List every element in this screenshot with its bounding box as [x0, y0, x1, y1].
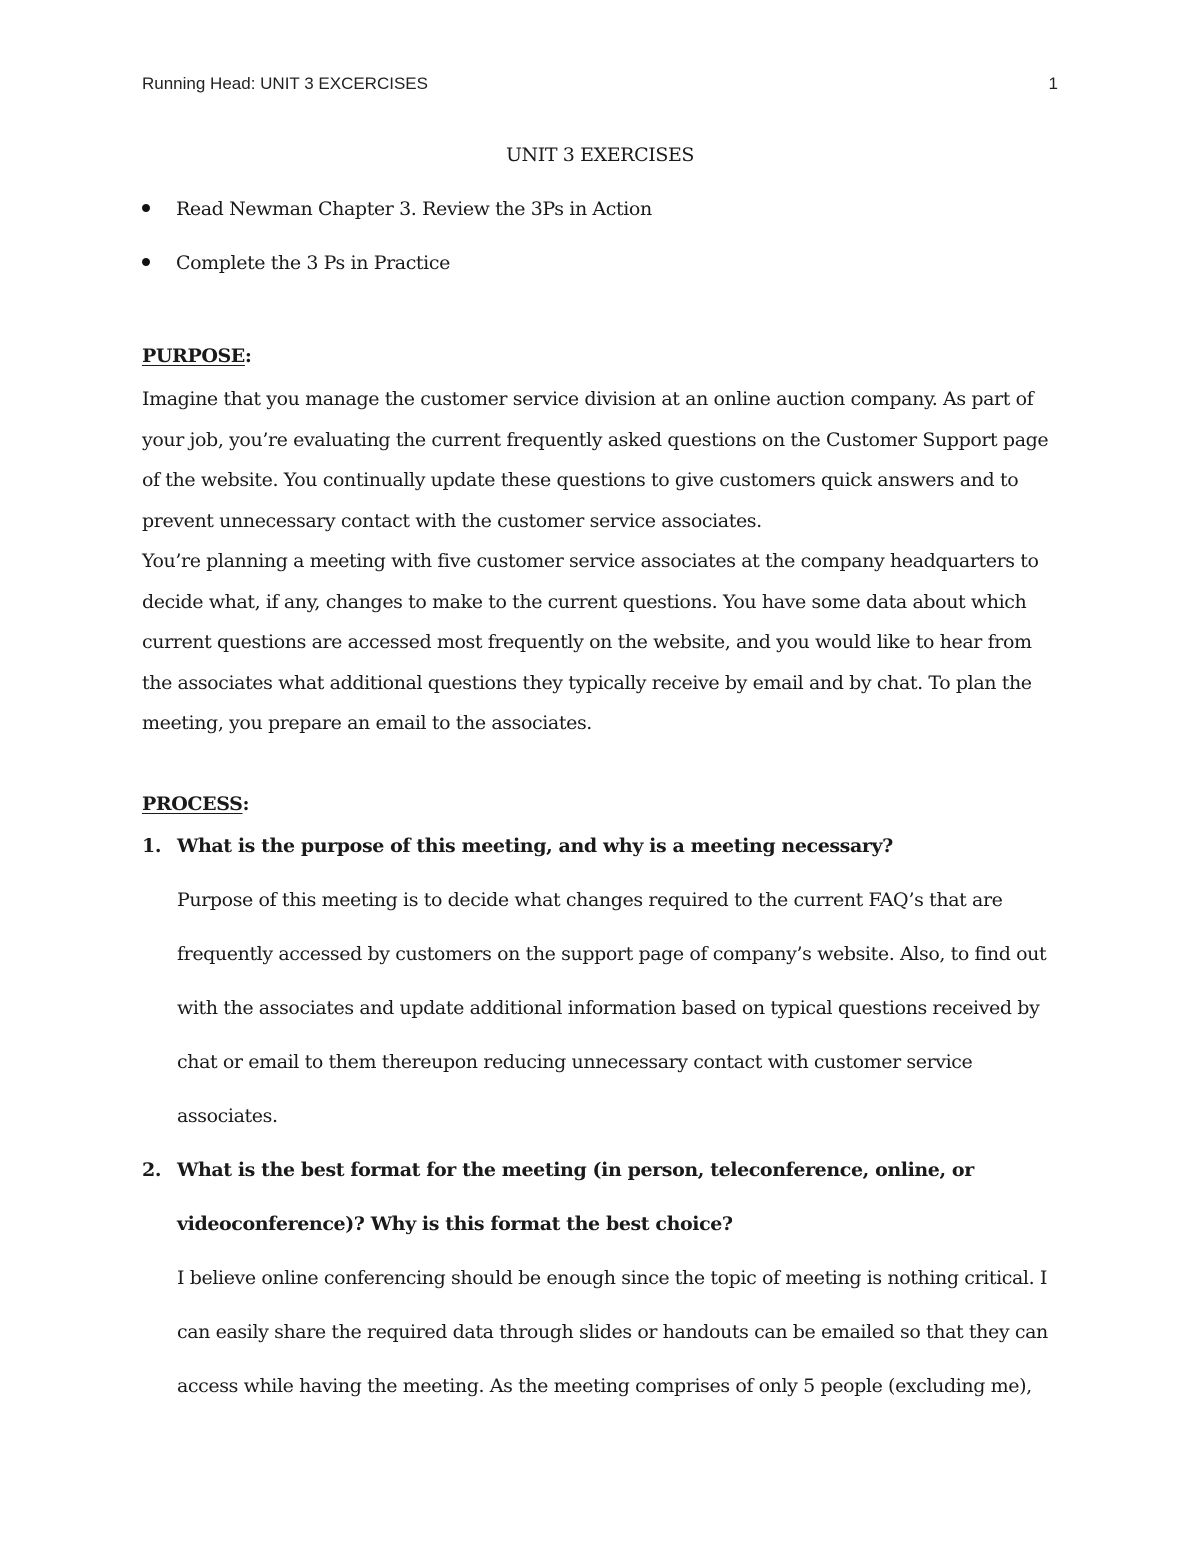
bullet-item-2	[142, 252, 1062, 274]
purpose-paragraph-2: You’re planning a meeting with five customer service associates at the company headquarters to decide what, if any, changes to make to the current questions. You have some data about which current questions are accessed most frequently on the website, and you would like to hear from the associates what additional questions they typically receive by email and by chat. To plan the meeting, you prepare an email to the associates.	[142, 550, 1039, 735]
bullet-icon	[142, 204, 150, 212]
question-text: What is the purpose of this meeting, and why is a meeting necessary?	[177, 835, 893, 857]
process-colon: :	[242, 793, 250, 815]
bullet-text: Complete the 3 Ps in Practice	[176, 252, 450, 274]
process-heading-line	[142, 793, 249, 815]
purpose-paragraph-1: Imagine that you manage the customer service division at an online auction company. As part of your job, you’re evaluating the current frequently asked questions on the Customer Support page of the website. You continually update these questions to give customers quick answers and to prevent unnecessary contact with the customer service associates.	[142, 388, 1049, 532]
document-title: UNIT 3 EXERCISES	[505, 144, 695, 166]
question-number: 2.	[142, 1159, 162, 1181]
purpose-heading-line	[142, 345, 252, 367]
question-2	[142, 1143, 1067, 1251]
bullet-item-1	[142, 198, 1062, 220]
question-text: What is the best format for the meeting (in person, teleconference, online, or videoconference)? Why is this format the best choice?	[177, 1159, 974, 1235]
bullet-text: Read Newman Chapter 3. Review the 3Ps in Action	[176, 198, 652, 220]
bullet-icon	[142, 258, 150, 266]
purpose-heading: PURPOSE	[142, 345, 245, 367]
purpose-colon: :	[244, 345, 252, 367]
page-number: 1	[1048, 74, 1058, 93]
process-heading: PROCESS	[142, 793, 243, 815]
answer-2: I believe online conferencing should be enough since the topic of meeting is nothing critical. I can easily share the required data through slides or handouts can be emailed so that they can access while having the meeting. As the meeting comprises of only 5 people (excluding me),	[177, 1267, 1048, 1397]
answer-1: Purpose of this meeting is to decide what changes required to the current FAQ’s that are frequently accessed by customers on the support page of company’s website. Also, to find out with the associates and update additional information based on typical questions received by chat or email to them thereupon reducing unnecessary contact with customer service associates.	[177, 889, 1047, 1127]
running-head: Running Head: UNIT 3 EXCERCISES	[142, 74, 428, 93]
question-number: 1.	[142, 835, 162, 857]
question-1	[142, 819, 1067, 873]
